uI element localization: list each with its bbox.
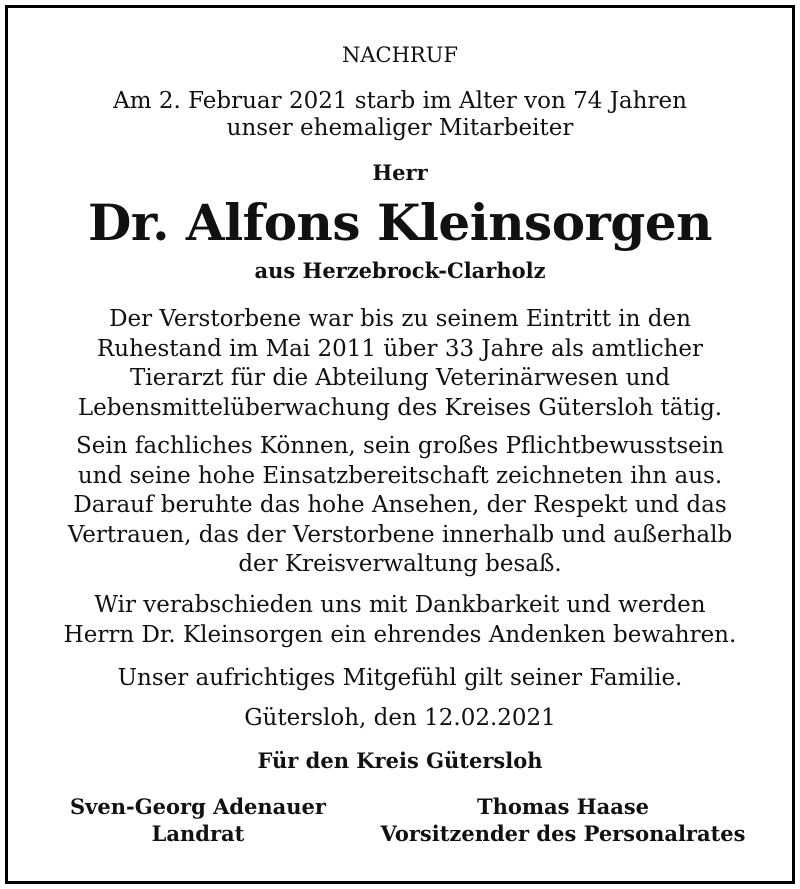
notice-heading: NACHRUF <box>341 43 458 67</box>
paragraph-line: Sein fachliches Können, sein großes Pflichtbewusstsein <box>76 433 724 459</box>
signatory-name: Sven-Georg Adenauer <box>70 794 326 819</box>
paragraph-line: Wir verabschieden uns mit Dankbarkeit und werden <box>94 592 706 618</box>
tribute-paragraph <box>8 432 792 580</box>
signatory-right <box>358 793 768 847</box>
paragraph-line: Unser aufrichtiges Mitgefühl gilt seiner Familie. <box>117 665 683 691</box>
intro-text <box>8 88 792 142</box>
paragraph-line: Ruhestand im Mai 2011 über 33 Jahre als amtlicher <box>96 335 704 362</box>
hometown: aus Herzebrock-Clarholz <box>254 258 546 283</box>
paragraph-line: Herrn Dr. Kleinsorgen ein ehrendes Andenken bewahren. <box>63 621 737 648</box>
signatory-role: Landrat <box>151 821 245 846</box>
paragraph-line: Tierarzt für die Abteilung Veterinärwesen und <box>130 365 670 391</box>
signatory-role: Vorsitzender des Personalrates <box>380 821 746 846</box>
intro-line: unser ehemaliger Mitarbeiter <box>226 115 574 141</box>
honorific: Herr <box>372 160 428 185</box>
paragraph-line: Lebensmittelüberwachung des Kreises Gütersloh tätig. <box>77 394 723 421</box>
intro-line: Am 2. Februar 2021 starb im Alter von 74 Jahren <box>113 88 687 114</box>
paragraph-line: Vertrauen, das der Verstorbene innerhalb und außerhalb <box>67 521 733 548</box>
signatory-name: Thomas Haase <box>476 794 650 819</box>
paragraph-line: und seine hohe Einsatzbereitschaft zeichneten ihn aus. <box>77 462 723 489</box>
place-and-date: Gütersloh, den 12.02.2021 <box>244 705 556 731</box>
signatory-left <box>48 793 348 847</box>
condolence-paragraph <box>8 664 792 694</box>
paragraph-line: Darauf beruhte das hohe Ansehen, der Respekt und das <box>73 492 727 518</box>
issuing-authority: Für den Kreis Gütersloh <box>257 748 543 773</box>
paragraph-line: der Kreisverwaltung besaß. <box>238 551 562 577</box>
farewell-paragraph <box>8 591 792 650</box>
deceased-name: Dr. Alfons Kleinsorgen <box>87 193 713 252</box>
career-paragraph <box>8 305 792 423</box>
paragraph-line: Der Verstorbene war bis zu seinem Eintritt in den <box>109 306 691 332</box>
